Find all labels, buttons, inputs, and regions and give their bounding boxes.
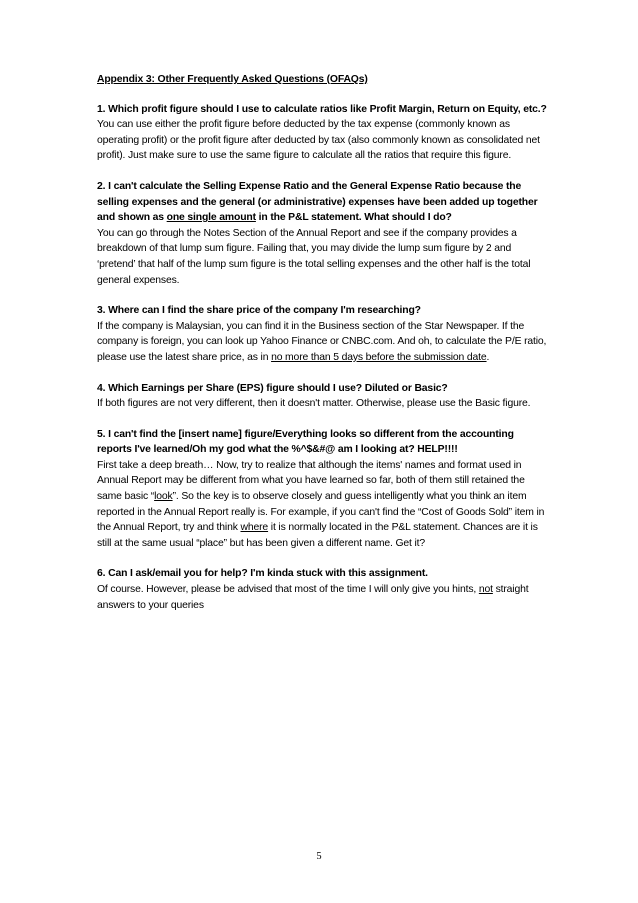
faq-question-6: 6. Can I ask/email you for help? I'm kinda stuck with this assignment. <box>97 568 428 580</box>
faq-answer-5-underlined-where: where <box>240 522 269 534</box>
faq-content <box>97 72 547 628</box>
faq-question-2-text-a: 2. I can't calculate the Selling Expense Ratio and the General Expense Ratio because the selling expenses and the general (or administrative) expenses have been added up together and shown as <box>97 180 538 224</box>
faq-answer-5-text-c: it is normally located in the P&L statement. Chances are it is still at the same usual “place” but has been given a different name. Get it? <box>97 522 538 549</box>
faq-answer-5-text-b: ”. So the key is to observe closely and guess intelligently what you think an item reported in the Annual Report really is. For example, if you can't find the “Cost of Goods Sold” item in the Annual Report, try and think <box>97 491 545 534</box>
faq-answer-3 <box>97 319 547 366</box>
faq-answer-5-underlined-look: look <box>154 491 173 503</box>
faq-answer-6-text-a: Of course. However, please be advised that most of the time I will only give you hints, <box>97 584 479 596</box>
faq-item-3 <box>97 303 547 365</box>
faq-item-2 <box>97 179 547 288</box>
page-number: 5 <box>316 851 322 862</box>
faq-item-1 <box>97 102 547 164</box>
faq-question-4: 4. Which Earnings per Share (EPS) figure should I use? Diluted or Basic? <box>97 382 448 394</box>
faq-answer-6 <box>97 582 547 613</box>
appendix-heading: Appendix 3: Other Frequently Asked Questions (OFAQs) <box>97 74 368 85</box>
faq-answer-3-underlined: no more than 5 days before the submission date <box>271 351 487 363</box>
faq-answer-6-text-b: straight answers to your queries <box>97 584 529 611</box>
faq-item-6 <box>97 566 547 613</box>
faq-item-5 <box>97 427 547 552</box>
faq-question-3: 3. Where can I find the share price of the company I'm researching? <box>97 305 421 317</box>
faq-answer-1: You can use either the profit figure before deducted by the tax expense (commonly known as operating profit) or the profit figure after deducted by tax (also commonly known as consolidated net profit). Just make sure to use the same figure to calculate all the ratios that require this figure. <box>97 119 540 162</box>
faq-answer-2: You can go through the Notes Section of the Annual Report and see if the company provides a breakdown of that lump sum figure. Failing that, you may divide the lump sum figure by 2 and ‘pretend’ that half of the lump sum figure is the total selling expenses and the other half is the total general expenses. <box>97 227 531 286</box>
faq-answer-3-text-a: If the company is Malaysian, you can find it in the Business section of the Star Newspaper. If the company is foreign, you can look up Yahoo Finance or CNBC.com. And oh, to calculate the P/E ratio, please use the latest share price, as in <box>97 320 547 363</box>
faq-answer-5 <box>97 458 547 552</box>
faq-question-2-text-b: in the P&L statement. What should I do? <box>255 212 452 224</box>
faq-answer-3-text-b: . <box>486 351 490 363</box>
faq-item-4 <box>97 381 547 412</box>
faq-question-2-underlined: one single amount <box>166 212 256 224</box>
faq-question-5: 5. I can't find the [insert name] figure/Everything looks so different from the accounting reports I've learned/Oh my god what the %^$&#@ am I looking at? HELP!!!! <box>97 428 514 456</box>
faq-answer-6-underlined: not <box>478 584 493 596</box>
faq-question-1: 1. Which profit figure should I use to calculate ratios like Profit Margin, Return on Equity, etc.? <box>97 103 547 115</box>
faq-answer-5-text-a: First take a deep breath… Now, try to realize that although the items' names and format used in Annual Report may be different from what you have learned so far, both of them still retained the same basic “ <box>97 459 525 503</box>
faq-question-2 <box>97 179 547 226</box>
faq-answer-4: If both figures are not very different, then it doesn't matter. Otherwise, please use the Basic figure. <box>97 398 531 410</box>
